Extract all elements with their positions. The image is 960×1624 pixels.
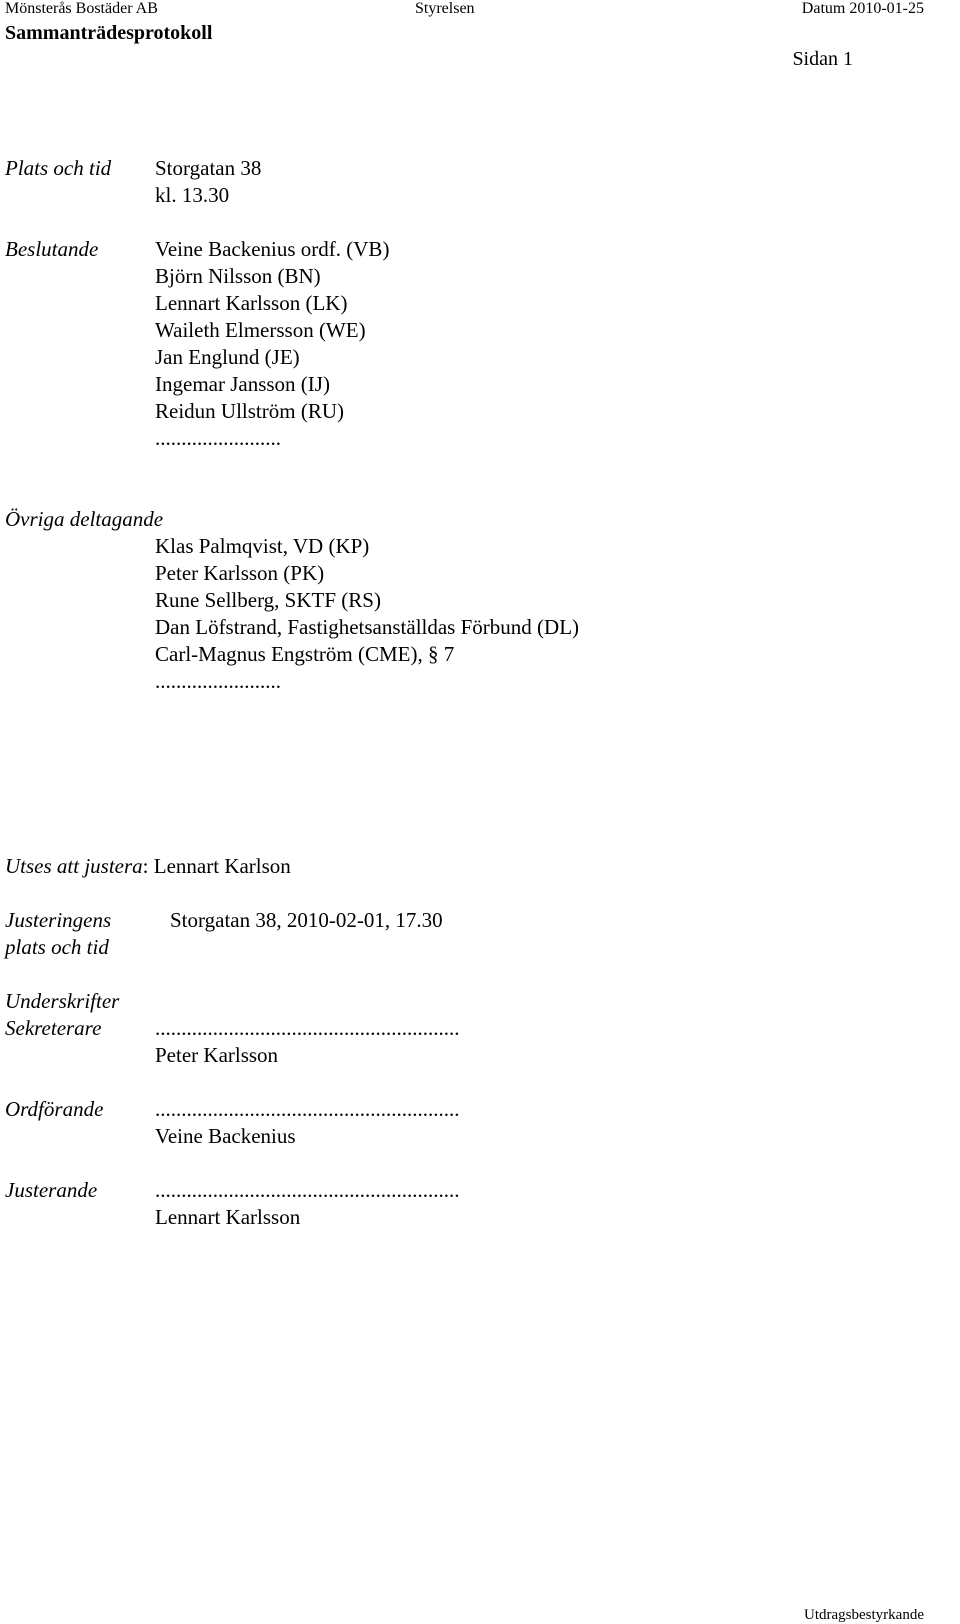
time-line: kl. 13.30: [155, 183, 230, 207]
chair-signature: [155, 1096, 460, 1150]
document-title: Sammanträdesprotokoll: [5, 22, 213, 44]
adjuster-signature: [155, 1177, 460, 1231]
adjuster-line: [5, 853, 291, 880]
list-item: Dan Löfstrand, Fastighetsanställdas Förbund (DL): [155, 615, 580, 639]
list-item: Rune Sellberg, SKTF (RS): [155, 588, 381, 612]
list-item: Jan Englund (JE): [155, 345, 300, 369]
list-item: Waileth Elmersson (WE): [155, 318, 366, 342]
signature-line: ..........................................................: [155, 1016, 460, 1040]
adjustment-label: [5, 907, 111, 961]
signature-line: ..........................................................: [155, 1178, 460, 1202]
footer-certification: Utdragsbestyrkande: [804, 1607, 924, 1623]
list-item: Peter Karlsson (PK): [155, 561, 325, 585]
org-name: Mönsterås Bostäder AB: [5, 0, 158, 17]
list-item: Veine Backenius ordf. (VB): [155, 237, 390, 261]
signer-name: Lennart Karlsson: [155, 1205, 301, 1229]
place-line: Storgatan 38: [155, 156, 262, 180]
other-participants-label: Övriga deltagande: [5, 507, 164, 531]
list-item: Reidun Ullström (RU): [155, 399, 344, 423]
dotted-placeholder: ........................: [155, 426, 281, 450]
dotted-placeholder: ........................: [155, 669, 281, 693]
signer-name: Veine Backenius: [155, 1124, 296, 1148]
secretary-role: Sekreterare: [5, 1016, 102, 1040]
list-item: Lennart Karlsson (LK): [155, 291, 348, 315]
decision-makers-list: [155, 236, 389, 452]
place-block: [155, 155, 261, 209]
adjustment-label-line: Justeringens: [5, 908, 112, 932]
decision-makers-label: Beslutande: [5, 237, 99, 261]
adjustment-value: Storgatan 38, 2010-02-01, 17.30: [170, 908, 443, 932]
signer-name: Peter Karlsson: [155, 1043, 279, 1067]
list-item: Ingemar Jansson (IJ): [155, 372, 330, 396]
adjustment-label-line: plats och tid: [5, 935, 109, 959]
signatures-label: Underskrifter: [5, 989, 120, 1013]
adjuster-label: Utses att justera: [5, 854, 143, 878]
chair-role: Ordförande: [5, 1097, 104, 1121]
signature-line: ..........................................................: [155, 1097, 460, 1121]
list-item: Carl-Magnus Engström (CME), § 7: [155, 642, 455, 666]
page-number: Sidan 1: [792, 48, 853, 70]
document-date: Datum 2010-01-25: [801, 0, 924, 17]
other-participants-list: [155, 533, 579, 695]
board-name: Styrelsen: [415, 0, 475, 17]
place-label: Plats och tid: [5, 156, 112, 180]
list-item: Klas Palmqvist, VD (KP): [155, 534, 370, 558]
adjuster-role: Justerande: [5, 1178, 98, 1202]
secretary-signature: [155, 1015, 460, 1069]
adjuster-name: Lennart Karlson: [153, 854, 291, 878]
list-item: Björn Nilsson (BN): [155, 264, 321, 288]
adjuster-separator: :: [142, 854, 154, 878]
